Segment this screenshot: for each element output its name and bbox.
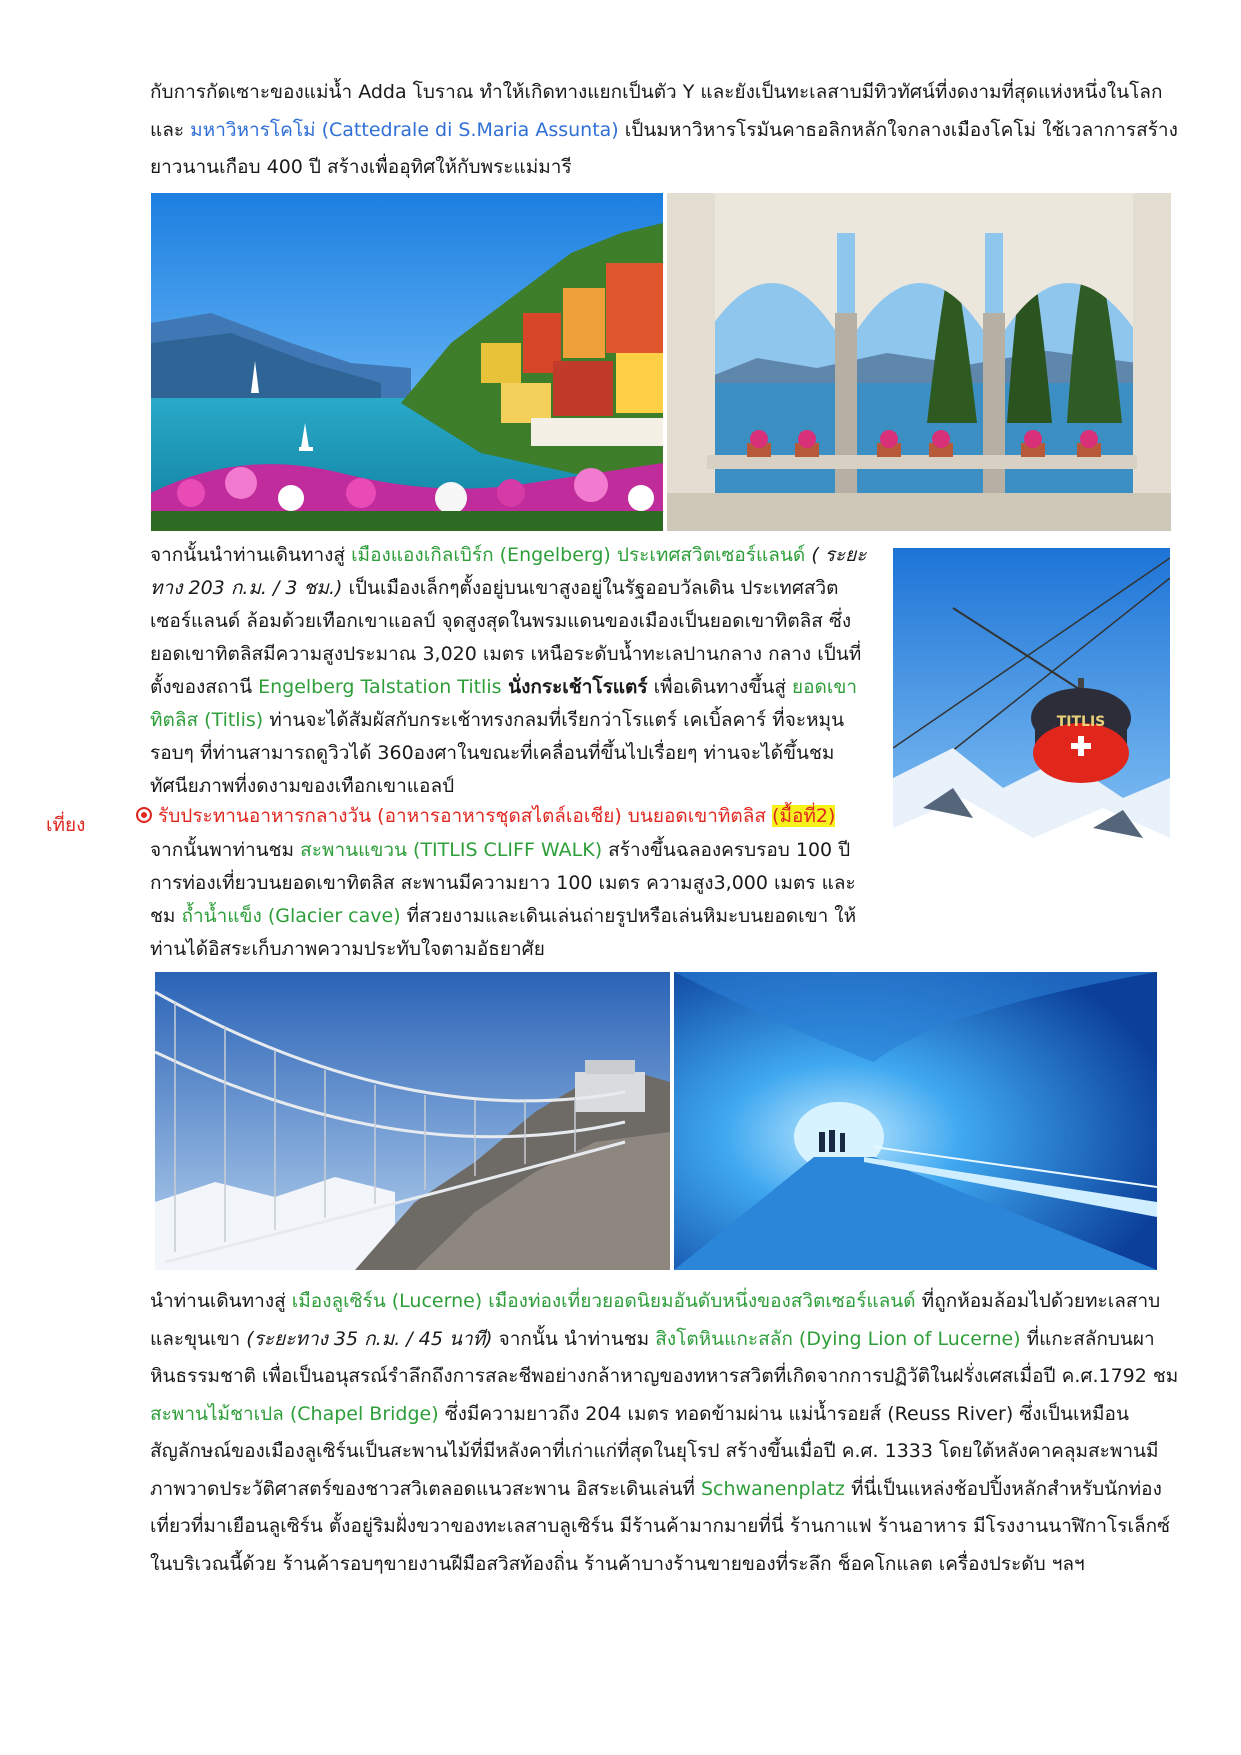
titlis-link[interactable]: ยอดเขาทิตลิส (Titlis): [150, 676, 857, 731]
glacier-cave-photo: [674, 972, 1157, 1270]
lion-monument-link[interactable]: สิงโตหินแกะสลัก (Dying Lion of Lucerne): [655, 1327, 1021, 1350]
lunch-time-label: เที่ยง: [46, 814, 86, 836]
lunch-line: รับประทานอาหารกลางวัน (อาหารอาหารชุดสไตล์เอเชีย) บนยอดเขาทิตลิส (มื้อที่2): [136, 800, 876, 833]
engelberg-paragraph: จากนั้นนำท่านเดินทางสู่ เมืองแองเกิลเบิร์ก (Engelberg) ประเทศสวิตเซอร์แลนด์ ( ระยะทาง 203 ก.ม. / 3 ชม.) เป็นเมืองเล็กๆตั้งอยู่บนเขาสูงอยู่ในรัฐออบวัลเดิน ประเทศสวิตเซอร์แลนด์ ล้อมด้วยเทือกเขาแอลป์ จุดสูงสุดในพรมแดนของเมืองเป็นยอดเขาทิตลิส ซึ่งยอดเขาทิตลิสมีความสูงประมาณ 3,020 เมตร เหนือระดับน้ำทะเลปานกลาง กลาง เป็นที่ตั้งของสถานี Engelberg Talstation Titlis นั่งกระเช้าโรแตร์ เพื่อเดินทางขึ้นสู่ ยอดเขาทิตลิส (Titlis) ท่านจะได้สัมผัสกับกระเช้าทรงกลมที่เรียกว่าโรแตร์ เคเบิ้ลคาร์ ที่จะหมุนรอบๆ ที่ท่านสามารถดูวิวได้ 360องศาในขณะที่เคลื่อนที่ขึ้นไปเรื่อยๆ ท่านจะได้ขึ้นชมทัศนียภาพที่งดงามของเทือกเขาแอลป์: [150, 544, 867, 797]
chapel-bridge-link[interactable]: สะพานไม้ชาเปล (Chapel Bridge): [150, 1402, 439, 1425]
lucerne-link[interactable]: เมืองลูเซิร์น (Lucerne) เมืองท่องเที่ยวยอดนิยมอันดับหนึ่งของสวิตเซอร์แลนด์: [291, 1290, 916, 1312]
gondola-logo-text: TITLIS: [1056, 714, 1106, 730]
distance-note: ( ระยะทาง 203 ก.ม. / 3 ชม.): [150, 544, 867, 599]
villa-arches-lake-photo: [667, 193, 1171, 531]
lucerne-paragraph: นำท่านเดินทางสู่ เมืองลูเซิร์น (Lucerne) เมืองท่องเที่ยวยอดนิยมอันดับหนึ่งของสวิตเซอร์แลนด์ ที่ถูกห้อมล้อมไปด้วยทะเลสาบและขุนเขา (ระยะทาง 35 ก.ม. / 45 นาที) จากนั้น นำท่านชม สิงโตหินแกะสลัก (Dying Lion of Lucerne) ที่แกะสลักบนผาหินธรรมชาติ เพื่อเป็นอนุสรณ์รำลึกถึงการสละชีพอย่างกล้าหาญของทหารสวิตที่เกิดจากการปฏิวัติในฝรั่งเศสเมื่อปี ค.ศ.1792 ชม สะพานไม้ชาเปล (Chapel Bridge) ซึ่งมีความยาวถึง 204 เมตร ทอดข้ามผ่าน แม่น้ำรอยส์ (Reuss River) ซึ่งเป็นเหมือนสัญลักษณ์ของเมืองลูเซิร์นเป็นสะพานไม้ที่มีหลังคาที่เก่าแก่ที่สุดในยุโรป สร้างขึ้นเมื่อปี ค.ศ. 1333 โดยใต้หลังคาคลุมสะพานมีภาพวาดประวัติศาสตร์ของชาวสวิเตลอดแนวสะพาน อิสระเดินเล่นที่ Schwanenplatz ที่นี่เป็นแหล่งช้อปปิ้งหลักสำหรับนักท่องเที่ยวที่มาเยือนลูเซิร์น ตั้งอยู่ริมฝั่งขวาของทะเลสาบลูเซิร์น มีร้านค้ามากมายที่นี่ ร้านกาแฟ ร้านอาหาร มีโรงงานนาฬิกาโรเล็กซ์ในบริเวณนี้ด้วย ร้านค้ารอบๆขายงานฝีมือสวิสท้องถิ่น ร้านค้าบางร้านขายของที่ระลึก ช็อคโกแลต เครื่องประดับ ฯลฯ: [150, 1290, 1179, 1575]
titlis-gondola-photo: [893, 548, 1170, 912]
engelberg-link[interactable]: เมืองแองเกิลเบิร์ก (Engelberg) ประเทศสวิตเซอร์แลนด์: [351, 544, 806, 566]
cliff-walk-link[interactable]: สะพานแขวน (TITLIS CLIFF WALK): [300, 839, 603, 861]
talstation-link[interactable]: Engelberg Talstation Titlis: [258, 676, 502, 698]
intro-paragraph: กับการกัดเซาะของแม่น้ำ Adda โบราณ ทำให้เกิดทางแยกเป็นตัว Y และยังเป็นทะเลสาบมีทิวทัศน์ที่งดงามที่สุดแห่งหนึ่งในโลก และ มหาวิหารโคโม่ (Cattedrale di S.Maria Assunta) เป็นมหาวิหารโรมันคาธอลิกหลักใจกลางเมืองโคโม่ ใช้เวลาการสร้างยาวนานเกือบ 400 ปี สร้างเพื่ออุทิศให้กับพระแม่มารี: [150, 81, 1178, 178]
rotair-label: นั่งกระเช้าโรแตร์: [501, 676, 648, 698]
meal-number-badge: (มื้อที่2): [772, 805, 836, 827]
cliffwalk-paragraph: จากนั้นพาท่านชม สะพานแขวน (TITLIS CLIFF WALK) สร้างขึ้นฉลองครบรอบ 100 ปี การท่องเที่ยวบนยอดเขาทิตลิส สะพานมีความยาว 100 เมตร ความสูง3,000 เมตร และ ชม ถ้ำน้ำแข็ง (Glacier cave) ที่สวยงามและเดินเล่นถ่ายรูปหรือเล่นหิมะบนยอดเขา ให้ท่านได้อิสระเก็บภาพความประทับใจตามอัธยาศัย: [150, 839, 857, 960]
schwanenplatz-link[interactable]: Schwanenplatz: [701, 1477, 845, 1500]
glacier-cave-link[interactable]: ถ้ำน้ำแข็ง (Glacier cave): [181, 905, 401, 927]
lucerne-distance-note: (ระยะทาง 35 ก.ม. / 45 นาที): [246, 1327, 493, 1350]
meal-icon: [136, 807, 152, 823]
como-cathedral-link[interactable]: มหาวิหารโคโม่ (Cattedrale di S.Maria Assunta): [190, 118, 619, 141]
cliff-walk-bridge-photo: [155, 972, 670, 1270]
lake-como-village-photo: [151, 193, 663, 531]
